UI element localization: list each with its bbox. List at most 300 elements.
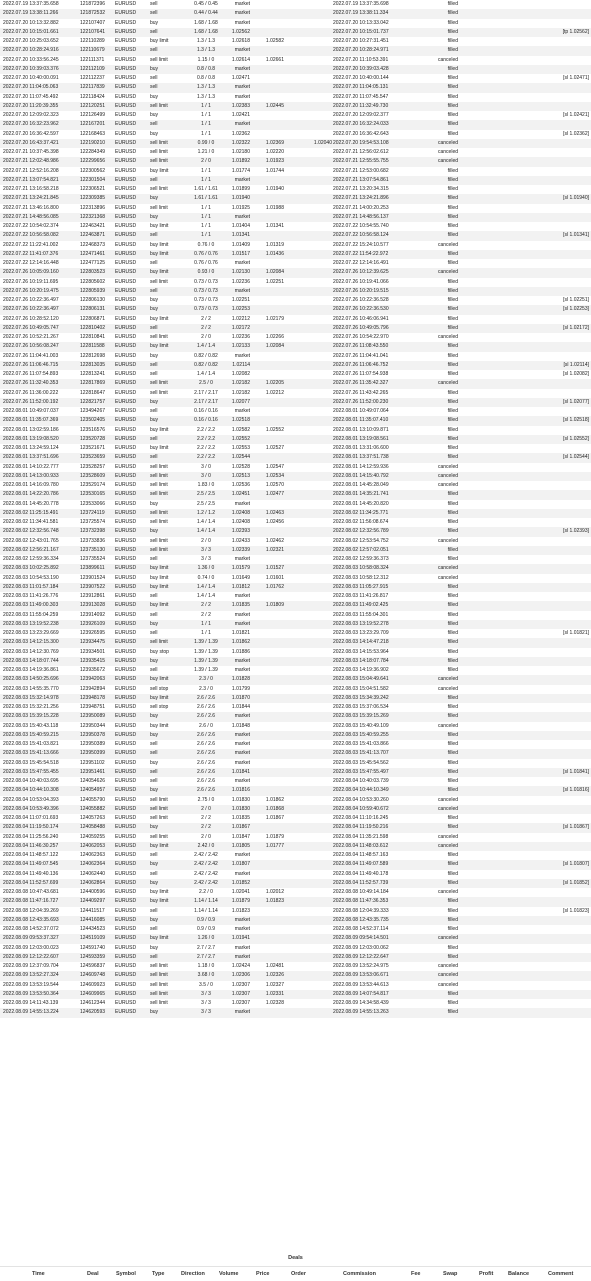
table-row[interactable] bbox=[0, 907, 591, 916]
order-ticket: 122112109 bbox=[80, 65, 105, 72]
order-open-time: 2022.07.26 10:28:52.120 bbox=[3, 315, 59, 322]
table-row[interactable] bbox=[0, 139, 591, 148]
order-open-time: 2022.07.21 13:07:54.821 bbox=[3, 176, 59, 183]
table-row[interactable] bbox=[0, 537, 591, 546]
order-price: 1.02114 bbox=[232, 361, 250, 368]
order-state: filled bbox=[447, 879, 458, 886]
order-ticket: 123935672 bbox=[80, 667, 106, 673]
order-ticket: 123516576 bbox=[80, 426, 106, 433]
table-row[interactable] bbox=[0, 527, 591, 536]
order-open-time: 2022.08.02 11:25:15.491 bbox=[3, 509, 59, 516]
order-type: buy bbox=[150, 713, 159, 720]
table-row[interactable] bbox=[0, 426, 591, 435]
table-row[interactable] bbox=[0, 685, 591, 694]
order-volume: 3 / 0 bbox=[201, 472, 211, 479]
table-row[interactable] bbox=[0, 768, 591, 777]
table-row[interactable] bbox=[0, 796, 591, 805]
order-comment: [sl 1.02362] bbox=[563, 130, 589, 137]
table-row[interactable] bbox=[0, 389, 591, 398]
table-row[interactable] bbox=[0, 444, 591, 453]
order-type: buy limit bbox=[150, 722, 169, 729]
order-symbol: EURUSD bbox=[115, 907, 137, 914]
order-sl: 1.02266 bbox=[265, 334, 284, 340]
table-row[interactable] bbox=[0, 944, 591, 953]
table-row[interactable] bbox=[0, 657, 591, 666]
order-comment: [sl 1.02518] bbox=[563, 417, 589, 424]
order-type: buy limit bbox=[150, 935, 169, 942]
table-row[interactable] bbox=[0, 0, 591, 9]
order-state: filled bbox=[447, 750, 458, 757]
order-open-time: 2022.08.03 14:12:15.300 bbox=[3, 639, 59, 646]
table-row[interactable] bbox=[0, 398, 591, 407]
order-ticket: 124055882 bbox=[80, 805, 106, 812]
table-row[interactable] bbox=[0, 953, 591, 962]
order-open-time: 2022.07.26 10:56:08.247 bbox=[3, 343, 59, 350]
table-row[interactable] bbox=[0, 315, 591, 324]
table-row[interactable] bbox=[0, 472, 591, 481]
table-row[interactable] bbox=[0, 971, 591, 980]
deals-col-price[interactable]: Price bbox=[256, 1271, 270, 1277]
order-price: 1.01774 bbox=[231, 167, 250, 174]
order-type: sell bbox=[150, 768, 158, 775]
table-row[interactable] bbox=[0, 130, 591, 139]
order-volume: 1 / 1 bbox=[201, 630, 211, 636]
order-open-time: 2022.08.01 14:45:20.778 bbox=[3, 500, 59, 507]
table-row[interactable] bbox=[0, 574, 591, 583]
order-time: 2022.07.20 11:04:05.131 bbox=[333, 84, 389, 91]
order-price: 1.01852 bbox=[231, 879, 250, 886]
order-time: 2022.08.08 12:43:35.735 bbox=[333, 916, 389, 923]
table-row[interactable] bbox=[0, 666, 591, 675]
table-row[interactable] bbox=[0, 814, 591, 823]
table-row[interactable] bbox=[0, 925, 591, 934]
order-symbol: EURUSD bbox=[115, 47, 137, 54]
table-row[interactable] bbox=[0, 564, 591, 573]
order-type: buy bbox=[150, 879, 159, 886]
table-row[interactable] bbox=[0, 56, 591, 65]
order-open-time: 2022.08.09 14:55:13.224 bbox=[3, 1009, 59, 1016]
table-row[interactable] bbox=[0, 259, 591, 268]
order-ticket: 124596837 bbox=[80, 963, 106, 969]
deals-col-direction[interactable]: Direction bbox=[181, 1271, 205, 1277]
order-type: buy bbox=[150, 93, 159, 100]
table-row[interactable] bbox=[0, 352, 591, 361]
table-row[interactable] bbox=[0, 620, 591, 629]
order-type: buy limit bbox=[150, 223, 169, 229]
order-time: 2022.08.01 11:35:07.410 bbox=[333, 417, 389, 424]
order-state: filled bbox=[447, 176, 458, 183]
table-row[interactable] bbox=[0, 268, 591, 277]
table-row[interactable] bbox=[0, 870, 591, 879]
table-row[interactable] bbox=[0, 879, 591, 888]
order-time: 2022.07.20 10:15:01.737 bbox=[333, 28, 389, 35]
order-time: 2022.08.03 15:04:51.582 bbox=[333, 685, 389, 692]
order-open-time: 2022.07.20 11:20:39.355 bbox=[3, 102, 59, 109]
table-row[interactable] bbox=[0, 305, 591, 314]
order-price: 1.02614 bbox=[231, 56, 250, 63]
order-time: 2022.07.21 14:00:20.253 bbox=[333, 204, 389, 211]
table-row[interactable] bbox=[0, 83, 591, 92]
order-price: 1.02253 bbox=[231, 306, 250, 313]
table-row[interactable] bbox=[0, 287, 591, 296]
table-row[interactable] bbox=[0, 833, 591, 842]
table-row[interactable] bbox=[0, 981, 591, 990]
order-ticket: 122284349 bbox=[80, 149, 106, 155]
order-volume: 1.39 / 1.39 bbox=[194, 648, 218, 655]
order-type: sell limit bbox=[150, 1000, 168, 1006]
deals-col-order[interactable]: Order bbox=[291, 1271, 306, 1277]
deals-col-fee[interactable]: Fee bbox=[411, 1271, 421, 1277]
order-comment: [sl 1.02114] bbox=[563, 361, 589, 368]
order-open-time: 2022.07.22 11:22:41.002 bbox=[3, 241, 59, 248]
order-price: 1.02307 bbox=[231, 1000, 250, 1006]
order-state: filled bbox=[447, 65, 458, 72]
table-row[interactable] bbox=[0, 213, 591, 222]
order-ticket: 123926109 bbox=[80, 620, 106, 627]
order-symbol: EURUSD bbox=[115, 121, 137, 128]
order-type: buy limit bbox=[150, 889, 169, 895]
table-row[interactable] bbox=[0, 93, 591, 102]
table-row[interactable] bbox=[0, 74, 591, 83]
table-row[interactable] bbox=[0, 111, 591, 120]
table-row[interactable] bbox=[0, 648, 591, 657]
table-row[interactable] bbox=[0, 823, 591, 832]
order-time: 2022.07.20 10:40:00.144 bbox=[333, 75, 389, 81]
order-ticket: 122117839 bbox=[80, 84, 105, 91]
order-volume: 1.83 / 0 bbox=[197, 482, 215, 488]
order-price: 1.02212 bbox=[231, 315, 250, 322]
table-row[interactable] bbox=[0, 324, 591, 333]
order-sl: 1.01319 bbox=[265, 241, 284, 248]
order-type: sell limit bbox=[150, 990, 168, 997]
table-row[interactable] bbox=[0, 888, 591, 897]
order-time: 2022.07.26 10:12:39.625 bbox=[333, 269, 389, 276]
order-type: sell stop bbox=[150, 704, 169, 710]
order-price: 1.02130 bbox=[231, 269, 250, 276]
order-price: market bbox=[234, 121, 250, 128]
table-row[interactable] bbox=[0, 167, 591, 176]
order-price: 1.01805 bbox=[231, 842, 250, 849]
table-row[interactable] bbox=[0, 777, 591, 786]
order-ticket: 124609748 bbox=[80, 972, 106, 979]
order-volume: 1 / 1 bbox=[201, 112, 211, 118]
order-state: filled bbox=[447, 371, 458, 377]
order-price: 1.02562 bbox=[231, 28, 250, 35]
order-sl: 1.02084 bbox=[265, 343, 284, 350]
order-time: 2022.08.01 13:31:06.600 bbox=[333, 445, 389, 451]
order-ticket: 124609923 bbox=[80, 981, 106, 988]
table-row[interactable] bbox=[0, 194, 591, 203]
table-row[interactable] bbox=[0, 342, 591, 351]
order-state: filled bbox=[447, 926, 458, 932]
order-volume: 2.17 / 2.17 bbox=[194, 389, 218, 396]
table-row[interactable] bbox=[0, 786, 591, 795]
table-row[interactable] bbox=[0, 9, 591, 18]
order-volume: 1.39 / 1.39 bbox=[194, 657, 218, 664]
table-row[interactable] bbox=[0, 481, 591, 490]
table-row[interactable] bbox=[0, 1008, 591, 1017]
order-open-time: 2022.08.03 14:12:30.769 bbox=[3, 648, 59, 655]
table-row[interactable] bbox=[0, 379, 591, 388]
order-symbol: EURUSD bbox=[115, 130, 137, 137]
order-symbol: EURUSD bbox=[115, 768, 137, 775]
order-open-time: 2022.08.04 11:46:30.257 bbox=[3, 842, 59, 849]
order-comment: [sl 1.02172] bbox=[563, 324, 589, 331]
table-row[interactable] bbox=[0, 749, 591, 758]
order-ticket: 124409297 bbox=[80, 898, 106, 905]
order-type: buy bbox=[150, 352, 159, 359]
table-row[interactable] bbox=[0, 703, 591, 712]
table-row[interactable] bbox=[0, 962, 591, 971]
table-row[interactable] bbox=[0, 638, 591, 647]
order-state: filled bbox=[447, 361, 458, 368]
table-row[interactable] bbox=[0, 19, 591, 28]
table-row[interactable] bbox=[0, 333, 591, 342]
order-sl: 1.01988 bbox=[265, 204, 284, 211]
deals-col-symbol[interactable]: Symbol bbox=[116, 1271, 136, 1277]
table-row[interactable] bbox=[0, 250, 591, 259]
order-comment: [sl 1.01940] bbox=[563, 195, 589, 202]
order-volume: 2.3 / 0 bbox=[199, 685, 213, 692]
order-symbol: EURUSD bbox=[115, 509, 137, 516]
order-volume: 0.82 / 0.82 bbox=[194, 352, 218, 359]
order-state: filled bbox=[447, 130, 458, 137]
order-time: 2022.08.04 11:48:03.612 bbox=[333, 842, 389, 849]
order-open-time: 2022.08.09 14:11:43.139 bbox=[3, 1000, 59, 1006]
order-sl: 1.02463 bbox=[265, 509, 284, 516]
table-row[interactable] bbox=[0, 860, 591, 869]
order-state: filled bbox=[447, 186, 458, 192]
order-open-time: 2022.08.04 11:49:07.545 bbox=[3, 861, 59, 868]
order-state: filled bbox=[447, 667, 458, 673]
order-type: sell limit bbox=[150, 472, 168, 479]
order-sl: 1.02220 bbox=[265, 149, 284, 155]
order-symbol: EURUSD bbox=[115, 842, 137, 849]
order-type: buy stop bbox=[150, 648, 169, 655]
order-volume: 1.4 / 1.4 bbox=[196, 371, 216, 377]
table-row[interactable] bbox=[0, 65, 591, 74]
order-symbol: EURUSD bbox=[115, 93, 137, 100]
order-time: 2022.07.26 11:35:42.327 bbox=[333, 380, 389, 387]
table-row[interactable] bbox=[0, 897, 591, 906]
table-row[interactable] bbox=[0, 231, 591, 240]
order-volume: 0.82 / 0.82 bbox=[194, 361, 218, 368]
table-row[interactable] bbox=[0, 296, 591, 305]
table-row[interactable] bbox=[0, 555, 591, 564]
table-row[interactable] bbox=[0, 37, 591, 46]
order-type: buy limit bbox=[150, 565, 169, 572]
table-row[interactable] bbox=[0, 611, 591, 620]
order-type: sell limit bbox=[150, 278, 168, 285]
order-price: market bbox=[234, 741, 250, 747]
table-row[interactable] bbox=[0, 157, 591, 166]
deals-col-time[interactable]: Time bbox=[32, 1271, 45, 1277]
order-ticket: 123950389 bbox=[80, 741, 106, 747]
order-time: 2022.07.20 16:32:24.033 bbox=[333, 121, 389, 128]
table-row[interactable] bbox=[0, 435, 591, 444]
order-state: filled bbox=[447, 713, 458, 720]
order-symbol: EURUSD bbox=[115, 741, 137, 747]
table-row[interactable] bbox=[0, 805, 591, 814]
table-row[interactable] bbox=[0, 583, 591, 592]
table-row[interactable] bbox=[0, 407, 591, 416]
order-price: market bbox=[234, 620, 250, 627]
deals-col-balance[interactable]: Balance bbox=[508, 1271, 530, 1277]
table-row[interactable] bbox=[0, 722, 591, 731]
table-row[interactable] bbox=[0, 629, 591, 638]
table-row[interactable] bbox=[0, 46, 591, 55]
order-volume: 2.2 / 2.2 bbox=[196, 426, 216, 433]
order-open-time: 2022.07.20 10:40:00.091 bbox=[3, 75, 59, 81]
table-row[interactable] bbox=[0, 759, 591, 768]
order-volume: 2.42 / 2.42 bbox=[194, 852, 218, 858]
order-price: 1.01847 bbox=[231, 833, 250, 840]
table-row[interactable] bbox=[0, 694, 591, 703]
order-price: 1.02383 bbox=[231, 102, 250, 109]
table-row[interactable] bbox=[0, 999, 591, 1008]
order-ticket: 123523659 bbox=[80, 454, 106, 461]
table-row[interactable] bbox=[0, 185, 591, 194]
table-row[interactable] bbox=[0, 990, 591, 999]
order-open-time: 2022.07.19 13:37:35.658 bbox=[3, 1, 59, 7]
order-state: filled bbox=[447, 398, 458, 405]
order-comment: [sl 1.01821] bbox=[563, 630, 589, 636]
table-row[interactable] bbox=[0, 592, 591, 601]
table-row[interactable] bbox=[0, 500, 591, 509]
table-row[interactable] bbox=[0, 740, 591, 749]
order-state: filled bbox=[447, 250, 458, 257]
table-row[interactable] bbox=[0, 120, 591, 129]
deals-col-profit[interactable]: Profit bbox=[479, 1271, 494, 1277]
table-row[interactable] bbox=[0, 102, 591, 111]
table-row[interactable] bbox=[0, 675, 591, 684]
table-row[interactable] bbox=[0, 916, 591, 925]
deals-col-commission[interactable]: Commission bbox=[343, 1271, 377, 1277]
order-open-time: 2022.08.01 14:13:00.933 bbox=[3, 472, 59, 479]
order-volume: 0.76 / 0.76 bbox=[194, 260, 218, 266]
order-open-time: 2022.07.22 10:54:02.374 bbox=[3, 223, 59, 229]
order-ticket: 124062363 bbox=[80, 852, 106, 858]
table-row[interactable] bbox=[0, 518, 591, 527]
order-symbol: EURUSD bbox=[115, 102, 137, 109]
order-time: 2022.08.08 11:47:36.353 bbox=[333, 898, 389, 905]
order-state: filled bbox=[447, 435, 458, 442]
order-time: 2022.08.04 10:53:30.260 bbox=[333, 796, 389, 803]
order-type: sell limit bbox=[150, 815, 168, 821]
order-open-time: 2022.07.20 16:32:23.962 bbox=[3, 121, 59, 128]
table-row[interactable] bbox=[0, 712, 591, 721]
order-symbol: EURUSD bbox=[115, 315, 137, 322]
order-symbol: EURUSD bbox=[115, 528, 137, 535]
deals-col-comment[interactable]: Comment bbox=[548, 1271, 574, 1277]
table-row[interactable] bbox=[0, 148, 591, 157]
order-state: canceled bbox=[437, 796, 458, 803]
order-time: 2022.07.20 11:07:45.547 bbox=[333, 93, 389, 100]
table-row[interactable] bbox=[0, 416, 591, 425]
order-ticket: 122309385 bbox=[80, 195, 106, 202]
order-type: sell bbox=[150, 593, 158, 599]
order-time: 2022.07.20 10:28:24.971 bbox=[333, 47, 389, 54]
order-symbol: EURUSD bbox=[115, 639, 137, 646]
order-ticket: 122167201 bbox=[80, 121, 106, 128]
table-row[interactable] bbox=[0, 490, 591, 499]
table-row[interactable] bbox=[0, 370, 591, 379]
table-row[interactable] bbox=[0, 463, 591, 472]
table-row[interactable] bbox=[0, 601, 591, 610]
table-row[interactable] bbox=[0, 851, 591, 860]
order-type: buy bbox=[150, 787, 159, 794]
table-row[interactable] bbox=[0, 842, 591, 851]
deals-col-deal[interactable]: Deal bbox=[87, 1271, 99, 1277]
order-ticket: 123907522 bbox=[80, 583, 106, 590]
table-row[interactable] bbox=[0, 546, 591, 555]
deals-col-type[interactable]: Type bbox=[152, 1271, 165, 1277]
order-comment: [sl 1.02251] bbox=[563, 297, 589, 303]
order-sl: 1.01867 bbox=[265, 815, 284, 821]
order-price: 1.02251 bbox=[231, 297, 250, 303]
table-row[interactable] bbox=[0, 222, 591, 231]
table-row[interactable] bbox=[0, 361, 591, 370]
order-price: 1.01816 bbox=[231, 787, 250, 794]
order-symbol: EURUSD bbox=[115, 815, 137, 821]
order-price: 1.02322 bbox=[231, 139, 250, 146]
table-row[interactable] bbox=[0, 241, 591, 250]
deals-col-volume[interactable]: Volume bbox=[219, 1271, 239, 1277]
order-ticket: 123494267 bbox=[80, 408, 106, 414]
order-type: sell bbox=[150, 556, 158, 562]
deals-col-swap[interactable]: Swap bbox=[443, 1271, 458, 1277]
table-row[interactable] bbox=[0, 934, 591, 943]
order-time: 2022.08.09 13:53:06.671 bbox=[333, 972, 389, 979]
table-row[interactable] bbox=[0, 509, 591, 518]
order-symbol: EURUSD bbox=[115, 602, 137, 609]
order-open-time: 2022.07.20 10:25:03.652 bbox=[3, 38, 59, 44]
order-price: 1.02433 bbox=[231, 537, 250, 544]
table-row[interactable] bbox=[0, 28, 591, 37]
order-state: filled bbox=[447, 1, 458, 7]
order-symbol: EURUSD bbox=[115, 694, 137, 701]
order-volume: 1 / 1 bbox=[201, 620, 211, 627]
order-symbol: EURUSD bbox=[115, 722, 137, 729]
table-row[interactable] bbox=[0, 731, 591, 740]
order-time: 2022.07.22 10:54:55.740 bbox=[333, 223, 389, 229]
order-open-time: 2022.08.09 12:37:09.704 bbox=[3, 963, 59, 969]
order-ticket: 124612344 bbox=[80, 1000, 106, 1006]
table-row[interactable] bbox=[0, 278, 591, 287]
order-state: filled bbox=[447, 93, 458, 100]
order-type: buy limit bbox=[150, 574, 169, 581]
order-symbol: EURUSD bbox=[115, 935, 137, 942]
order-price: 1.02172 bbox=[231, 324, 250, 331]
table-row[interactable] bbox=[0, 453, 591, 462]
order-time: 2022.08.04 11:52:57.739 bbox=[333, 879, 389, 886]
order-volume: 2.6 / 2.6 bbox=[196, 713, 216, 720]
order-time: 2022.08.04 10:40:03.739 bbox=[333, 778, 389, 784]
order-price: 1.02133 bbox=[231, 343, 250, 350]
order-state: filled bbox=[447, 28, 458, 35]
order-time: 2022.07.21 12:55:55.755 bbox=[333, 158, 389, 165]
table-row[interactable] bbox=[0, 204, 591, 213]
order-ticket: 123950344 bbox=[80, 722, 106, 729]
order-type: sell bbox=[150, 408, 158, 414]
order-time: 2022.08.01 14:15:40.792 bbox=[333, 472, 389, 479]
order-volume: 0.16 / 0.16 bbox=[194, 408, 218, 414]
order-state: filled bbox=[447, 815, 458, 821]
order-volume: 1.61 / 1.61 bbox=[194, 195, 218, 202]
order-open-time: 2022.08.03 14:55:35.770 bbox=[3, 685, 59, 692]
order-ticket: 123951461 bbox=[80, 768, 106, 775]
table-row[interactable] bbox=[0, 176, 591, 185]
